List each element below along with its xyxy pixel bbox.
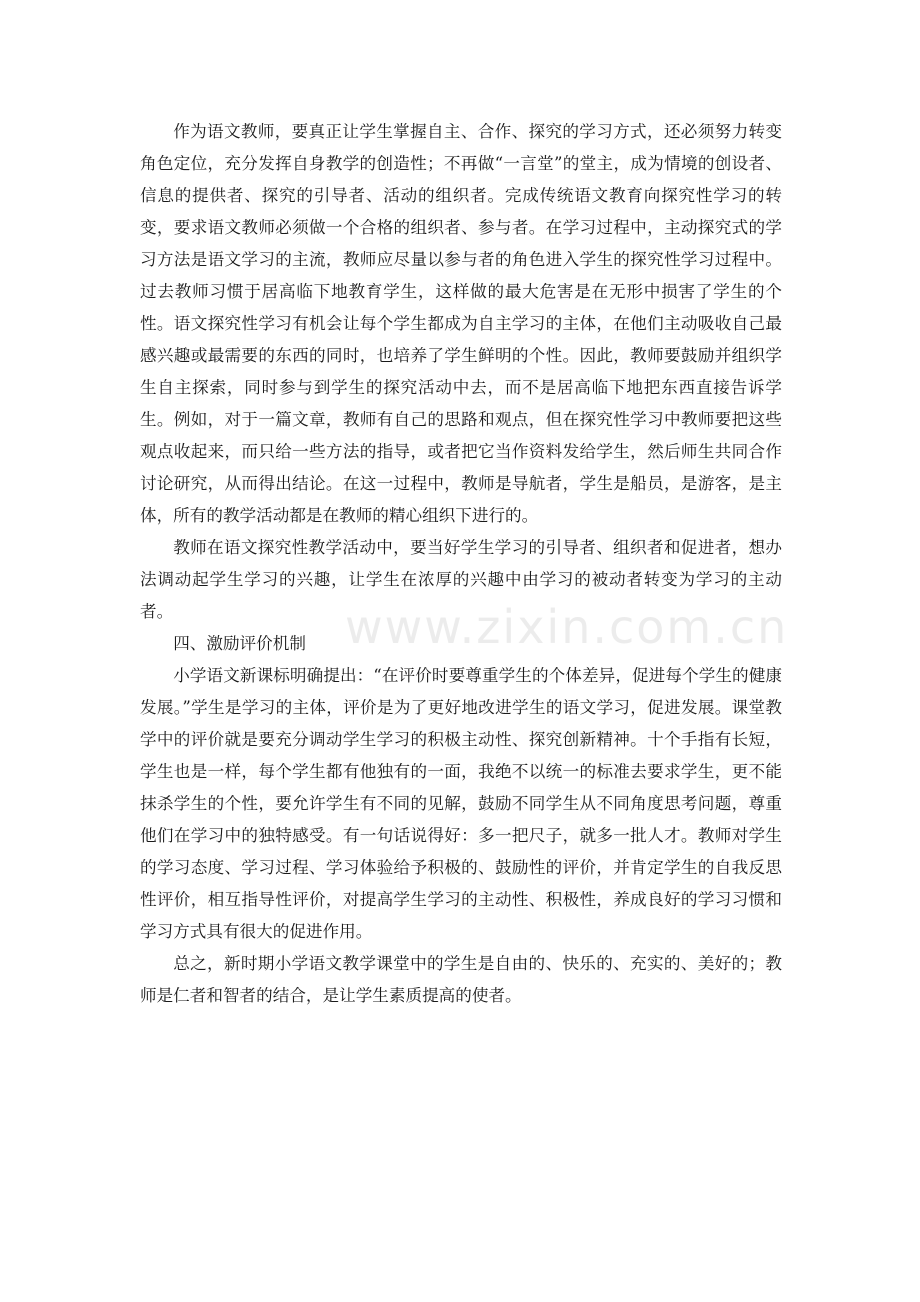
paragraph-conclusion: 总之，新时期小学语文教学课堂中的学生是自由的、快乐的、充实的、美好的；教师是仁者和智者的结合，是让学生素质提高的使者。 xyxy=(140,954,782,1005)
document-body xyxy=(140,116,782,1012)
section-heading-evaluation: 四、激励评价机制 xyxy=(173,634,306,653)
paragraph-evaluation: 小学语文新课标明确提出：“在评价时要尊重学生的个体差异，促进每个学生的健康发展。”学生是学习的主体，评价是为了更好地改进学生的语文学习，促进发展。课堂教学中的评价就是要充分调动学生学习的积极主动性、探究创新精神。十个手指有长短，学生也是一样，每个学生都有他独有的一面，我绝不以统一的标准去要求学生，更不能抹杀学生的个性，要允许学生有不同的见解，鼓励不同学生从不同角度思考问题，尊重他们在学习中的独特感受。有一句话说得好：多一把尺子，就多一批人才。教师对学生的学习态度、学习过程、学习体验给予积极的、鼓励性的评价，并肯定学生的自我反思性评价，相互指导性评价，对提高学生学习的主动性、积极性，养成良好的学习习惯和学习方式具有很大的促进作用。 xyxy=(140,666,782,941)
paragraph-teacher-guide: 教师在语文探究性教学活动中，要当好学生学习的引导者、组织者和促进者，想办法调动起学生学习的兴趣，让学生在浓厚的兴趣中由学习的被动者转变为学习的主动者。 xyxy=(140,538,782,621)
watermark: www.zixin.com.cn xyxy=(345,600,789,654)
paragraph-role-transformation: 作为语文教师，要真正让学生掌握自主、合作、探究的学习方式，还必须努力转变角色定位，充分发挥自身教学的创造性；不再做“一言堂”的堂主，成为情境的创设者、信息的提供者、探究的引导者、活动的组织者。完成传统语文教育向探究性学习的转变，要求语文教师必须做一个合格的组织者、参与者。在学习过程中，主动探究式的学习方法是语文学习的主流，教师应尽量以参与者的角色进入学生的探究性学习过程中。过去教师习惯于居高临下地教育学生，这样做的最大危害是在无形中损害了学生的个性。语文探究性学习有机会让每个学生都成为自主学习的主体，在他们主动吸收自己最感兴趣或最需要的东西的同时，也培养了学生鲜明的个性。因此，教师要鼓励并组织学生自主探索，同时参与到学生的探究活动中去，而不是居高临下地把东西直接告诉学生。例如，对于一篇文章，教师有自己的思路和观点，但在探究性学习中教师要把这些观点收起来，而只给一些方法的指导，或者把它当作资料发给学生，然后师生共同合作讨论研究，从而得出结论。在这一过程中，教师是导航者，学生是船员，是游客，是主体，所有的教学活动都是在教师的精心组织下进行的。 xyxy=(140,122,782,525)
